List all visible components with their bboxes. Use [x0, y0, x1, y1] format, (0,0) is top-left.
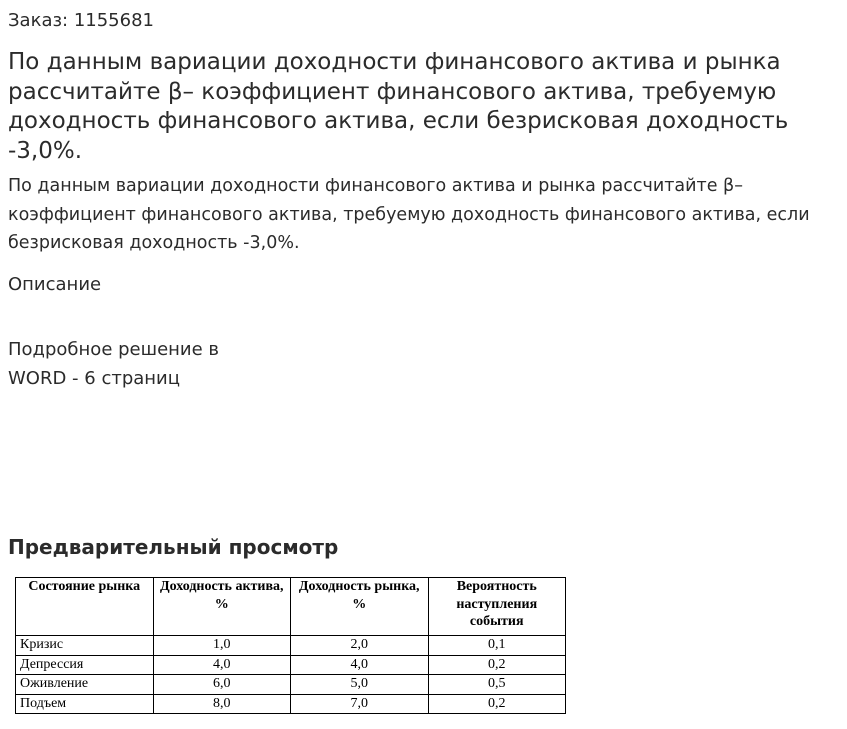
cell-state: Подъем: [16, 694, 154, 714]
preview-heading: Предварительный просмотр: [8, 535, 339, 559]
page-title: По данным вариации доходности финансового актива и рынка рассчитайте β– коэффициент финансового актива, требуемую доходность финансового актива, если безрисковая доходность -3,0%.: [8, 49, 789, 164]
cell-asset-return: 6,0: [153, 675, 291, 695]
cell-asset-return: 1,0: [153, 636, 291, 656]
cell-market-return: 4,0: [291, 655, 429, 675]
description-label: Описание: [8, 274, 102, 295]
preview-table: [15, 577, 566, 714]
cell-probability: 0,5: [428, 675, 566, 695]
cell-asset-return: 8,0: [153, 694, 291, 714]
table-row: [16, 636, 566, 656]
cell-state: Оживление: [16, 675, 154, 695]
cell-probability: 0,2: [428, 694, 566, 714]
table-row: [16, 655, 566, 675]
table-row: [16, 675, 566, 695]
cell-state: Депрессия: [16, 655, 154, 675]
solution-line-1: Подробное решение в: [8, 339, 220, 360]
cell-asset-return: 4,0: [153, 655, 291, 675]
header-market-return: Доходность рынка, %: [291, 578, 429, 636]
cell-state: Кризис: [16, 636, 154, 656]
cell-market-return: 7,0: [291, 694, 429, 714]
cell-market-return: 5,0: [291, 675, 429, 695]
solution-line-2: WORD - 6 страниц: [8, 368, 181, 389]
solution-info: [8, 335, 268, 393]
cell-probability: 0,2: [428, 655, 566, 675]
table-header-row: [16, 578, 566, 636]
order-number: Заказ: 1155681: [8, 10, 154, 31]
task-description: По данным вариации доходности финансового актива и рынка рассчитайте β– коэффициент финансового актива, требуемую доходность финансового актива, если безрисковая доходность -3,0%.: [8, 176, 810, 253]
cell-probability: 0,1: [428, 636, 566, 656]
header-asset-return: Доходность актива, %: [153, 578, 291, 636]
header-market-state: Состояние рынка: [16, 578, 154, 636]
header-probability: Вероятность наступления события: [428, 578, 566, 636]
cell-market-return: 2,0: [291, 636, 429, 656]
table-row: [16, 694, 566, 714]
